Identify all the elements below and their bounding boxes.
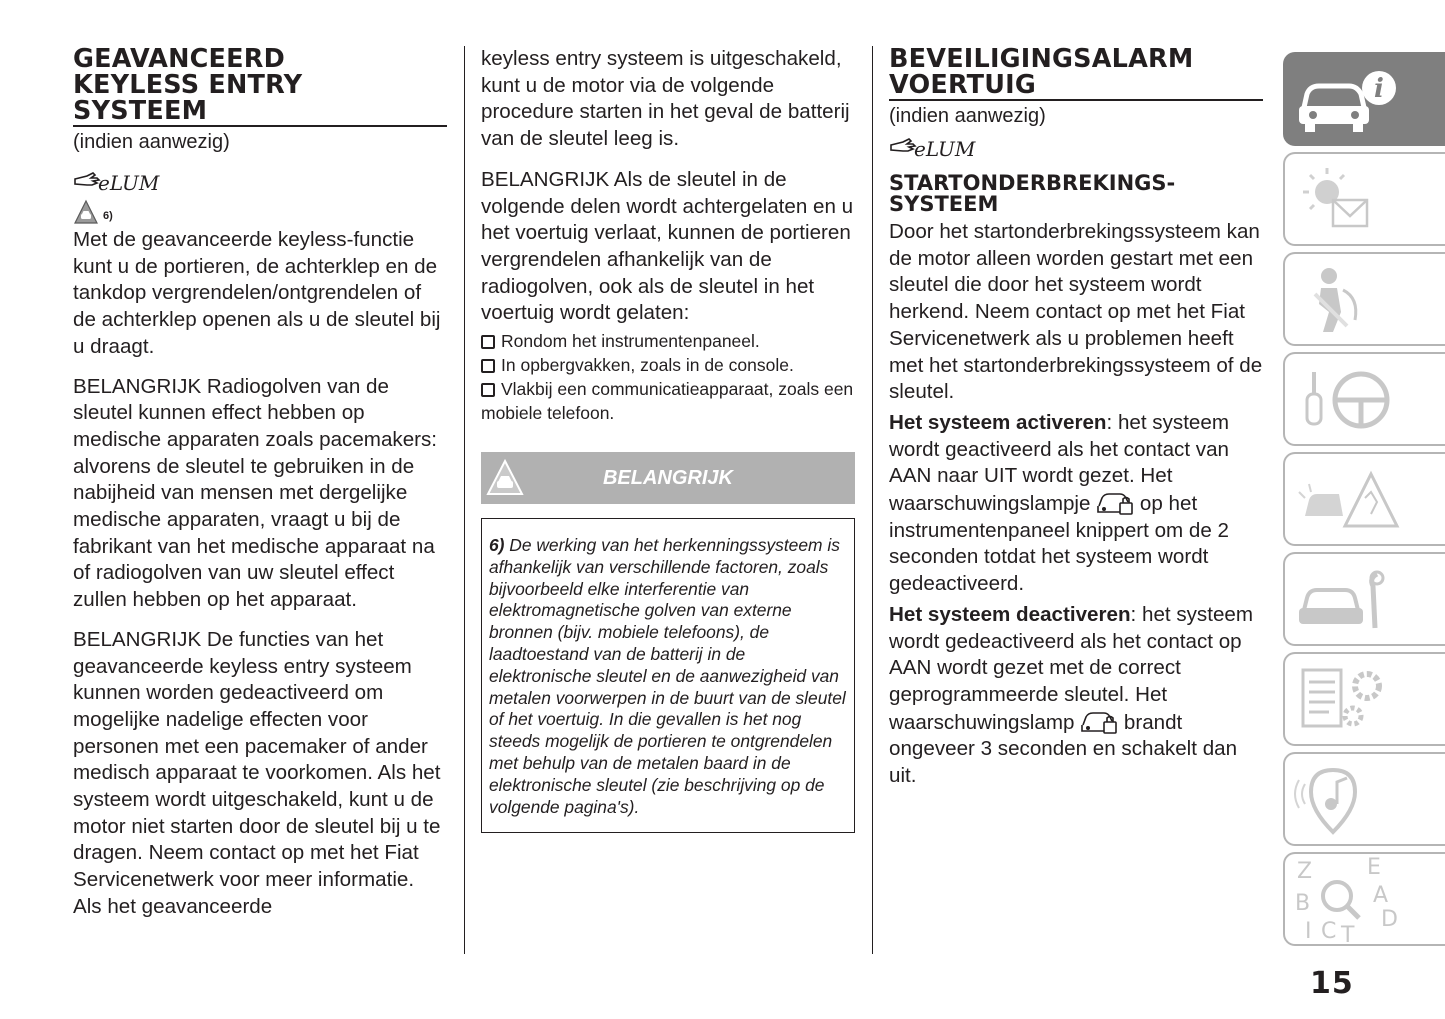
important-banner	[481, 452, 855, 504]
paragraph: Het systeem activeren: het systeem wordt geactiveerd als het contact van AAN naar UIT wordt gezet. Het waarschuwingslampje op het instrumentenpaneel knippert om de 2 seconden totdat het systeem wordt gedeactiveerd.	[889, 410, 1230, 596]
warning-car-icon	[73, 199, 99, 225]
svg-text:D: D	[1381, 907, 1398, 932]
tab-emergency[interactable]	[1283, 452, 1445, 546]
tab-index[interactable]	[1283, 852, 1445, 946]
tab-vehicle-info[interactable]	[1283, 52, 1445, 146]
page-number: 15	[1310, 966, 1354, 1001]
svg-text:eLUM: eLUM	[98, 171, 160, 195]
maintenance-icon	[1285, 554, 1435, 644]
elum-icon	[889, 133, 976, 161]
svg-text:B: B	[1295, 891, 1311, 916]
svg-text:E: E	[1367, 855, 1381, 880]
note-text: 6) De werking van het herkenningssysteem is afhankelijk van verschillende factoren, zoals bijvoorbeeld elke interferentie van elektromagnetische golven van externe bronnen (bijv. mobiele telefoons), de laadtoestand van de batterij in de elektronische sleutel en de aanwezigheid van metalen voorwerpen in de buurt van de sleutel of het voertuig. In die gevallen is het nog steeds mogelijk de portieren te ontgrendelen met behulp van de metalen baard in de elektronische sleutel (zie beschrijving op de volgende pagina's).	[489, 535, 846, 817]
svg-text:Z: Z	[1297, 859, 1313, 884]
paragraph: BELANGRIJK Radiogolven van de sleutel kunnen effect hebben op medische apparaten zoals pacemakers: alvorens de sleutel te gebruiken in de nabijheid van mensen met dergelijke medische apparaten, vraagt u bij de fabrikant van het medische apparaat na of radiogolven van uw sleutel effect zullen hebben op het apparaat.	[73, 374, 438, 612]
checkbox-bullet	[481, 359, 495, 373]
car-info-icon	[1285, 54, 1435, 144]
column-1	[73, 46, 447, 921]
tab-warning-lights[interactable]	[1283, 152, 1445, 246]
list-item: In opbergvakken, zoals in de console.	[481, 353, 855, 377]
section-title: GEAVANCEERD KEYLESS ENTRY SYSTEEM	[73, 46, 447, 127]
list-item: Rondom het instrumentenpaneel.	[481, 329, 855, 353]
column-2	[481, 46, 855, 946]
tab-multimedia[interactable]	[1283, 752, 1445, 846]
section-title: BEVEILIGINGSALARM VOERTUIG	[889, 46, 1263, 101]
svg-text:I: I	[1305, 919, 1312, 944]
multimedia-icon	[1285, 754, 1435, 844]
paragraph: BELANGRIJK Als de sleutel in de volgende delen wordt achtergelaten en u het voertuig verlaat, kunnen de portieren vergrendelen afhankelijk van de radiogolven, ook als de sleutel in het voertuig wordt gelaten:	[481, 167, 854, 325]
availability-note: (indien aanwezig)	[889, 105, 1046, 127]
emergency-icon	[1285, 454, 1435, 544]
column-divider	[464, 46, 465, 954]
column-divider	[872, 46, 873, 954]
tab-technical-data[interactable]	[1283, 652, 1445, 746]
paragraph: BELANGRIJK De functies van het geavanceerde keyless entry systeem kunnen worden gedeactiveerd om mogelijke nadelige effecten voor personen met een pacemaker of ander medisch apparaat te voorkomen. Als het systeem wordt uitgeschakeld, kunt u de motor niet starten door de sleutel bij u te dragen. Neem contact op met het Fiat Servicenetwerk voor meer informatie. Als het geavanceerde	[73, 627, 441, 918]
checklist	[481, 329, 855, 425]
technical-data-icon	[1285, 654, 1435, 744]
svg-text:T: T	[1341, 923, 1355, 948]
paragraph: Door het startonderbrekingssysteem kan de motor alleen worden gestart met een sleutel die door het systeem wordt herkend. Neem contact op met het Fiat Servicenetwerk als u problemen heeft met het startonderbrekingssysteem of de sleutel.	[889, 220, 1263, 404]
checkbox-bullet	[481, 335, 495, 349]
immobilizer-warning-icon	[1096, 490, 1134, 516]
tab-safety[interactable]	[1283, 252, 1445, 346]
subsection-title: STARTONDERBREKINGS- SYSTEEM	[889, 171, 1176, 216]
elum-icon	[73, 167, 160, 195]
index-icon	[1285, 854, 1435, 948]
paragraph: Het systeem deactiveren: het systeem wordt gedeactiveerd als het contact op AAN wordt gezet met de correct geprogrammeerde sleutel. Het waarschuwingslamp brandt ongeveer 3 seconden en schakelt dan uit.	[889, 602, 1254, 788]
availability-note: (indien aanwezig)	[73, 131, 230, 153]
warning-reference: 6)	[73, 197, 447, 225]
paragraph: keyless entry systeem is uitgeschakeld, kunt u de motor via de volgende procedure starten in het geval de batterij van de sleutel leeg is.	[481, 47, 850, 151]
checkbox-bullet	[481, 383, 495, 397]
column-3	[889, 46, 1267, 790]
paragraph: Met de geavanceerde keyless-functie kunt u de portieren, de achterklep en de tankdop vergrendelen/ontgrendelen of de achterklep openen als u de sleutel bij u draagt.	[73, 228, 441, 358]
warning-lights-icon	[1285, 154, 1435, 244]
tab-starting-driving[interactable]	[1283, 352, 1445, 446]
svg-text:eLUM: eLUM	[914, 137, 976, 161]
svg-text:A: A	[1373, 883, 1389, 908]
key-steering-wheel-icon	[1285, 354, 1435, 444]
svg-text:C: C	[1321, 919, 1337, 944]
immobilizer-warning-icon	[1080, 709, 1118, 735]
banner-label: BELANGRIJK	[602, 466, 733, 489]
warning-car-icon	[485, 458, 525, 498]
tab-maintenance[interactable]	[1283, 552, 1445, 646]
note-box	[481, 518, 855, 833]
svg-text:i: i	[1374, 74, 1384, 104]
list-item: Vlakbij een communicatieapparaat, zoals een mobiele telefoon.	[481, 379, 854, 424]
safety-airbag-icon	[1285, 254, 1435, 344]
